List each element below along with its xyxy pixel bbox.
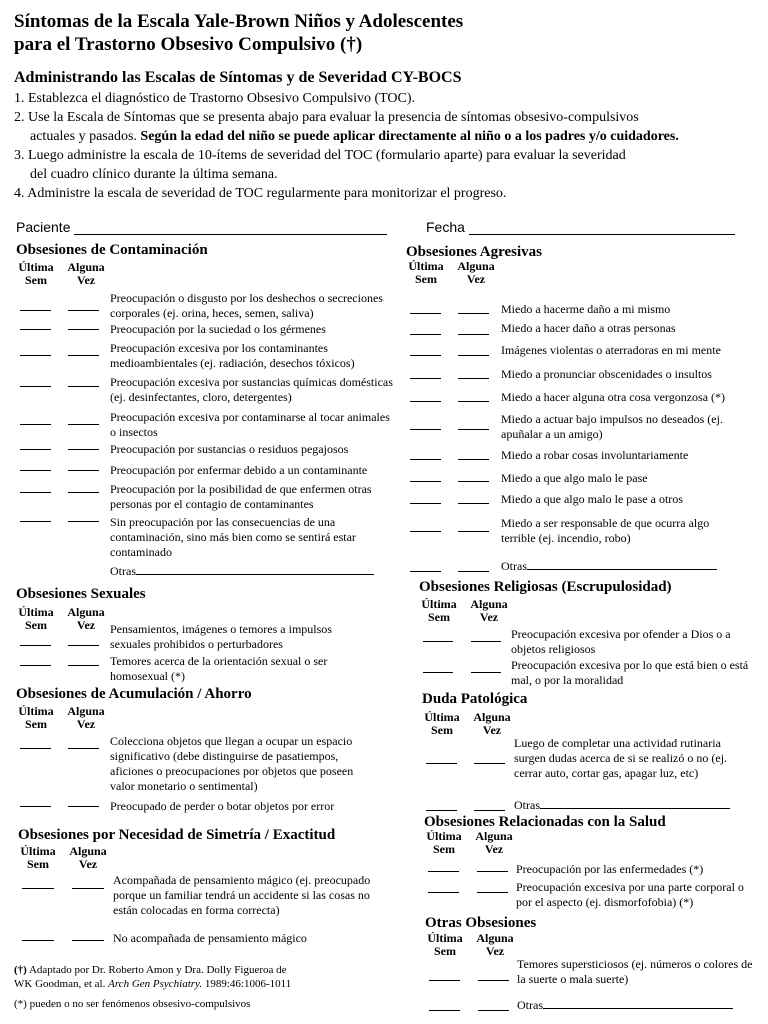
- last-week-blank[interactable]: [410, 401, 441, 402]
- last-week-blank[interactable]: [20, 470, 51, 471]
- column-header-ever-l1: Alguna: [473, 710, 511, 724]
- page-title: [14, 10, 754, 56]
- symptom-item: Imágenes violentas o aterradoras en mi mente: [501, 343, 721, 357]
- ever-blank[interactable]: [458, 571, 489, 572]
- otras-field[interactable]: [517, 998, 762, 1013]
- section-title-other: Otras Obsesiones: [425, 915, 537, 931]
- ever-blank[interactable]: [68, 424, 99, 425]
- footnote: [14, 963, 394, 991]
- column-header-last-week: [18, 845, 58, 871]
- ever-blank[interactable]: [474, 810, 505, 811]
- column-header-ever-l2: Vez: [76, 717, 96, 731]
- ever-blank[interactable]: [68, 470, 99, 471]
- section-title-doubt: Duda Patológica: [422, 691, 528, 707]
- journal-name: Arch Gen Psychiatry.: [108, 978, 203, 990]
- column-header-ever: [467, 598, 511, 624]
- column-header-last-week-l1: Última: [18, 605, 54, 619]
- column-header-last-week-l1: Última: [426, 829, 462, 843]
- ever-blank[interactable]: [458, 503, 489, 504]
- step-2b: actuales y pasados. Según la edad del niño se puede aplicar directamente al niño o a los padres y/o cuidadores.: [30, 129, 679, 144]
- column-header-ever-l2: Vez: [482, 723, 502, 737]
- otras-field[interactable]: [514, 798, 749, 813]
- patient-field[interactable]: [16, 219, 387, 235]
- column-header-ever: [472, 830, 516, 856]
- patient-input-line[interactable]: [74, 221, 387, 235]
- symptom-item: Luego de completar una actividad rutinaria surgen dudas acerca de si se realizó o no (ej. cerrar auto, cortar gas, apagar luz, etc): [514, 736, 728, 780]
- step-3a: 3. Luego administre la escala de 10-ítems de severidad del TOC (formulario aparte) para evaluar la severidad: [14, 148, 626, 163]
- last-week-blank[interactable]: [426, 763, 457, 764]
- column-header-ever: [64, 705, 108, 731]
- otras-label: Otras: [501, 559, 527, 573]
- section-title-relig: Obsesiones Religiosas (Escrupulosidad): [419, 579, 672, 595]
- last-week-blank[interactable]: [20, 492, 51, 493]
- symptom-item: Colecciona objetos que llegan a ocupar un espacio significativo (debe distinguirse de pasatiempos, aficiones o preocupaciones por objetos que poseen valor monetario o sentimental): [110, 734, 354, 793]
- last-week-blank[interactable]: [410, 429, 441, 430]
- otras-field[interactable]: [501, 559, 746, 574]
- ever-blank[interactable]: [68, 329, 99, 330]
- date-input-line[interactable]: [469, 221, 735, 235]
- column-header-ever: [64, 261, 108, 287]
- ever-blank[interactable]: [458, 531, 489, 532]
- ever-blank[interactable]: [458, 355, 489, 356]
- last-week-blank[interactable]: [410, 531, 441, 532]
- title-line-1: Síntomas de la Escala Yale-Brown Niños y Adolescentes: [14, 11, 464, 32]
- footnote-line-1: (†) Adaptado por Dr. Roberto Amon y Dra. Dolly Figueroa de: [14, 964, 287, 976]
- ever-blank[interactable]: [478, 1010, 509, 1011]
- column-header-last-week: [422, 711, 462, 737]
- column-header-last-week-l2: Sem: [431, 723, 453, 737]
- section-title-aggr: Obsesiones Agresivas: [406, 244, 542, 260]
- dagger-mark: (†): [14, 964, 27, 976]
- column-header-last-week: [424, 830, 464, 856]
- symptom-item: Preocupación por las enfermedades (*): [516, 862, 704, 876]
- patient-label: Paciente: [16, 219, 71, 235]
- ever-blank[interactable]: [68, 748, 99, 749]
- section-title-sym: Obsesiones por Necesidad de Simetría / Exactitud: [18, 827, 336, 843]
- symptom-item: Preocupado de perder o botar objetos por error: [110, 799, 335, 813]
- column-header-last-week-l2: Sem: [433, 842, 455, 856]
- otras-input-line[interactable]: [136, 564, 374, 575]
- otras-label: Otras: [517, 998, 543, 1012]
- last-week-blank[interactable]: [20, 424, 51, 425]
- step-3b: del cuadro clínico durante la última semana.: [30, 167, 278, 182]
- symptom-item: Miedo a pronunciar obscenidades o insultos: [501, 367, 712, 381]
- column-header-last-week-l2: Sem: [434, 944, 456, 958]
- column-header-ever-l2: Vez: [76, 273, 96, 287]
- admin-title: Administrando las Escalas de Síntomas y de Severidad CY-BOCS: [14, 69, 462, 86]
- ever-blank[interactable]: [68, 665, 99, 666]
- otras-label: Otras: [110, 564, 136, 578]
- symptom-item: Miedo a actuar bajo impulsos no deseados (ej. apuñalar a un amigo): [501, 412, 723, 441]
- last-week-blank[interactable]: [410, 313, 441, 314]
- symptom-item: Preocupación excesiva por los contaminantes medioambientales (ej. radiación, desechos tóxicos): [110, 341, 355, 370]
- last-week-blank[interactable]: [20, 748, 51, 749]
- last-week-blank[interactable]: [20, 310, 51, 311]
- column-header-ever: [64, 606, 108, 632]
- column-header-last-week-l1: Última: [18, 260, 54, 274]
- column-header-last-week-l2: Sem: [25, 273, 47, 287]
- ever-blank[interactable]: [72, 940, 104, 941]
- column-header-last-week-l2: Sem: [27, 857, 49, 871]
- last-week-blank[interactable]: [426, 810, 457, 811]
- section-title-health: Obsesiones Relacionadas con la Salud: [424, 814, 666, 830]
- column-header-last-week-l1: Última: [408, 259, 444, 273]
- column-header-last-week-l2: Sem: [25, 717, 47, 731]
- column-header-ever-l1: Alguna: [67, 605, 105, 619]
- otras-input-line[interactable]: [540, 798, 730, 809]
- column-header-ever-l1: Alguna: [67, 260, 105, 274]
- last-week-blank[interactable]: [410, 459, 441, 460]
- symptom-item: Miedo a hacer alguna otra cosa vergonzosa (*): [501, 390, 726, 404]
- symptom-item: Pensamientos, imágenes o temores a impulsos sexuales prohibidos o perturbadores: [110, 622, 332, 651]
- last-week-blank[interactable]: [22, 888, 54, 889]
- ever-blank[interactable]: [72, 888, 104, 889]
- symptom-item: Miedo a robar cosas involuntariamente: [501, 448, 689, 462]
- ever-blank[interactable]: [68, 521, 99, 522]
- ever-blank[interactable]: [458, 459, 489, 460]
- column-header-last-week: [419, 598, 459, 624]
- last-week-blank[interactable]: [20, 665, 51, 666]
- symptom-item: Miedo a ser responsable de que ocurra algo terrible (ej. incendio, robo): [501, 516, 710, 545]
- symptom-item: Preocupación por sustancias o residuos pegajosos: [110, 442, 349, 456]
- column-header-ever-l2: Vez: [479, 610, 499, 624]
- column-header-last-week-l1: Última: [424, 710, 460, 724]
- ever-blank[interactable]: [458, 429, 489, 430]
- ever-blank[interactable]: [68, 492, 99, 493]
- column-header-ever-l2: Vez: [78, 857, 98, 871]
- symptom-item: Preocupación excesiva por ofender a Dios o a objetos religiosos: [511, 627, 731, 656]
- ever-blank[interactable]: [458, 401, 489, 402]
- ever-blank[interactable]: [68, 645, 99, 646]
- otras-label: Otras: [514, 798, 540, 812]
- symptom-item: Preocupación excesiva por sustancias químicas domésticas (ej. desinfectantes, cloro, detergentes): [110, 375, 393, 404]
- symptom-item: Preocupación excesiva por una parte corporal o por el aspecto (ej. dismorfofobia) (*): [516, 880, 744, 909]
- section-title-contam: Obsesiones de Contaminación: [16, 242, 208, 258]
- symptom-item: Sin preocupación por las consecuencias de una contaminación, sino más bien como se sentirá estar contaminado: [110, 515, 356, 559]
- otras-input-line[interactable]: [543, 998, 733, 1009]
- column-header-ever-l1: Alguna: [457, 259, 495, 273]
- last-week-blank[interactable]: [20, 386, 51, 387]
- column-header-ever-l2: Vez: [466, 272, 486, 286]
- symptom-item: Temores supersticiosos (ej. números o colores de la suerte o mala suerte): [517, 957, 753, 986]
- column-header-ever-l2: Vez: [485, 944, 505, 958]
- column-header-ever: [470, 711, 514, 737]
- symptom-item: Preocupación por la posibilidad de que enfermen otras personas por el contagio de contaminantes: [110, 482, 372, 511]
- ever-blank[interactable]: [458, 481, 489, 482]
- symptom-item: Preocupación excesiva por lo que está bien o está mal, o por la moralidad: [511, 658, 749, 687]
- symptom-item: Acompañada de pensamiento mágico (ej. preocupado porque un familiar tendrá un accidente si las cosas no están colocadas en forma correcta): [113, 873, 371, 917]
- step-1: 1. Establezca el diagnóstico de Trastorno Obsesivo Compulsivo (TOC).: [14, 91, 416, 106]
- ever-blank[interactable]: [471, 672, 501, 673]
- column-header-last-week-l1: Última: [427, 931, 463, 945]
- symptom-item: Preocupación por enfermar debido a un contaminante: [110, 463, 368, 477]
- last-week-blank[interactable]: [428, 892, 459, 893]
- symptom-item: Preocupación o disgusto por los deshechos o secreciones corporales (ej. orina, heces, semen, saliva): [110, 291, 383, 320]
- date-field[interactable]: [426, 219, 735, 235]
- section-title-hoard: Obsesiones de Acumulación / Ahorro: [16, 686, 252, 702]
- last-week-blank[interactable]: [423, 641, 453, 642]
- asterisk-note: (*) pueden o no ser fenómenos obsesivo-compulsivos: [14, 998, 251, 1010]
- instructions: [14, 89, 764, 203]
- column-header-ever-l2: Vez: [484, 842, 504, 856]
- symptom-item: Miedo a hacerme daño a mi mismo: [501, 302, 671, 316]
- last-week-blank[interactable]: [20, 645, 51, 646]
- column-header-last-week: [16, 606, 56, 632]
- column-header-ever-l1: Alguna: [69, 844, 107, 858]
- last-week-blank[interactable]: [410, 503, 441, 504]
- last-week-blank[interactable]: [20, 449, 51, 450]
- ever-blank[interactable]: [471, 641, 501, 642]
- last-week-blank[interactable]: [20, 329, 51, 330]
- step-2a: 2. Use la Escala de Síntomas que se presenta abajo para evaluar la presencia de síntomas obsesivo-compulsivos: [14, 110, 639, 125]
- ever-blank[interactable]: [458, 378, 489, 379]
- column-header-ever-l1: Alguna: [476, 931, 514, 945]
- ever-blank[interactable]: [458, 313, 489, 314]
- ever-blank[interactable]: [68, 310, 99, 311]
- ever-blank[interactable]: [68, 355, 99, 356]
- ever-blank[interactable]: [477, 871, 508, 872]
- symptom-item: Miedo a que algo malo le pase a otros: [501, 492, 683, 506]
- column-header-last-week-l1: Última: [20, 844, 56, 858]
- last-week-blank[interactable]: [410, 355, 441, 356]
- step-4: 4. Administre la escala de severidad de TOC regularmente para monitorizar el progreso.: [14, 186, 507, 201]
- column-header-last-week-l2: Sem: [415, 272, 437, 286]
- last-week-blank[interactable]: [429, 1010, 460, 1011]
- ever-blank[interactable]: [474, 763, 505, 764]
- last-week-blank[interactable]: [410, 378, 441, 379]
- symptom-item: No acompañada de pensamiento mágico: [113, 931, 307, 945]
- otras-input-line[interactable]: [527, 559, 717, 570]
- column-header-last-week-l1: Última: [421, 597, 457, 611]
- ever-blank[interactable]: [68, 449, 99, 450]
- last-week-blank[interactable]: [428, 871, 459, 872]
- column-header-ever: [454, 260, 498, 286]
- last-week-blank[interactable]: [22, 940, 54, 941]
- title-line-2: para el Trastorno Obsesivo Compulsivo (†): [14, 34, 363, 55]
- column-header-ever: [473, 932, 517, 958]
- last-week-blank[interactable]: [20, 806, 51, 807]
- last-week-blank[interactable]: [410, 334, 441, 335]
- last-week-blank[interactable]: [423, 672, 453, 673]
- section-title-sexual: Obsesiones Sexuales: [16, 586, 146, 602]
- symptom-item: Preocupación por la suciedad o los gérmenes: [110, 322, 326, 336]
- last-week-blank[interactable]: [429, 980, 460, 981]
- ever-blank[interactable]: [478, 980, 509, 981]
- symptom-item: Temores acerca de la orientación sexual o ser homosexual (*): [110, 654, 328, 683]
- last-week-blank[interactable]: [20, 521, 51, 522]
- column-header-last-week: [425, 932, 465, 958]
- column-header-last-week-l1: Última: [18, 704, 54, 718]
- column-header-last-week: [16, 261, 56, 287]
- column-header-ever-l1: Alguna: [470, 597, 508, 611]
- otras-field[interactable]: [110, 564, 395, 579]
- column-header-ever: [66, 845, 110, 871]
- column-header-ever-l2: Vez: [76, 618, 96, 632]
- column-header-ever-l1: Alguna: [475, 829, 513, 843]
- symptom-item: Miedo a hacer daño a otras personas: [501, 321, 676, 335]
- ever-blank[interactable]: [477, 892, 508, 893]
- footnote-line-2: WK Goodman, et al. Arch Gen Psychiatry. 1989:46:1006-1011: [14, 978, 292, 990]
- date-label: Fecha: [426, 219, 465, 235]
- column-header-last-week: [406, 260, 446, 286]
- column-header-last-week-l2: Sem: [25, 618, 47, 632]
- symptom-item: Miedo a que algo malo le pase: [501, 471, 648, 485]
- symptom-item: Preocupación excesiva por contaminarse al tocar animales o insectos: [110, 410, 390, 439]
- column-header-last-week-l2: Sem: [428, 610, 450, 624]
- ever-blank[interactable]: [68, 806, 99, 807]
- ever-blank[interactable]: [68, 386, 99, 387]
- last-week-blank[interactable]: [410, 571, 441, 572]
- last-week-blank[interactable]: [410, 481, 441, 482]
- column-header-last-week: [16, 705, 56, 731]
- step-2-bold: Según la edad del niño se puede aplicar directamente al niño o a los padres y/o cuidadores.: [140, 129, 679, 144]
- column-header-ever-l1: Alguna: [67, 704, 105, 718]
- last-week-blank[interactable]: [20, 355, 51, 356]
- ever-blank[interactable]: [458, 334, 489, 335]
